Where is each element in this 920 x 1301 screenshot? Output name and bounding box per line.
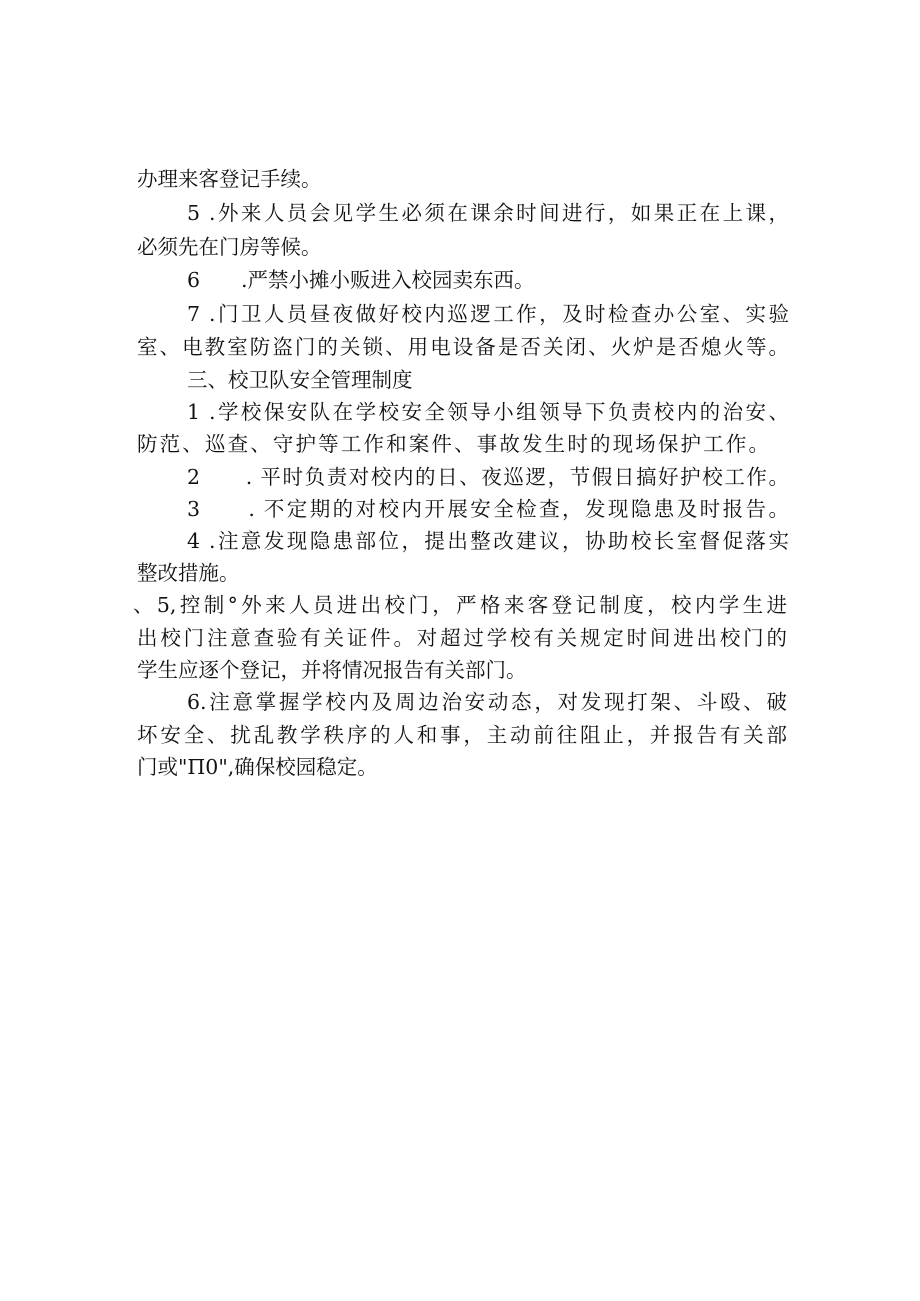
text-line: 7 .门卫人员昼夜做好校内巡逻工作，及时检查办公室、实验 (187, 302, 789, 326)
section-heading: 三、校卫队安全管理制度 (187, 368, 413, 392)
text-line: 整改措施。 (137, 561, 240, 585)
text-line: 6 .严禁小摊小贩进入校园卖东西。 (187, 268, 535, 292)
text-line: 必须先在门房等候。 (137, 235, 322, 259)
text-line: 4 .注意发现隐患部位，提出整改建议，协助校长室督促落实 (187, 529, 789, 553)
text-line: 2 . 平时负责对校内的日、夜巡逻，节假日搞好护校工作。 (187, 465, 789, 489)
text-line: 室、电教室防盗门的关锁、用电设备是否关闭、火炉是否熄火等。 (137, 335, 789, 359)
text-line: 出校门注意查验有关证件。对超过学校有关规定时间进出校门的 (137, 626, 787, 650)
text-line: 5 .外来人员会见学生必须在课余时间进行，如果正在上课， (187, 201, 789, 225)
text-line: 门或"Π0",确保校园稳定。 (137, 755, 378, 779)
text-line: 防范、巡查、守护等工作和案件、事故发生时的现场保护工作。 (137, 432, 769, 456)
text-line: 办理来客登记手续。 (137, 167, 322, 191)
text-line: 1 .学校保安队在学校安全领导小组领导下负责校内的治安、 (187, 400, 789, 424)
text-line: 3 . 不定期的对校内开展安全检查，发现隐患及时报告。 (187, 497, 789, 521)
text-line: 、5,控制°外来人员进出校门，严格来客登记制度，校内学生进 (133, 593, 787, 617)
text-line: 6.注意掌握学校内及周边治安动态，对发现打架、斗殴、破 (187, 690, 787, 714)
text-line: 学生应逐个登记，并将情况报告有关部门。 (137, 658, 527, 682)
text-line: 坏安全、扰乱教学秩序的人和事，主动前往阻止，并报告有关部 (137, 723, 787, 747)
